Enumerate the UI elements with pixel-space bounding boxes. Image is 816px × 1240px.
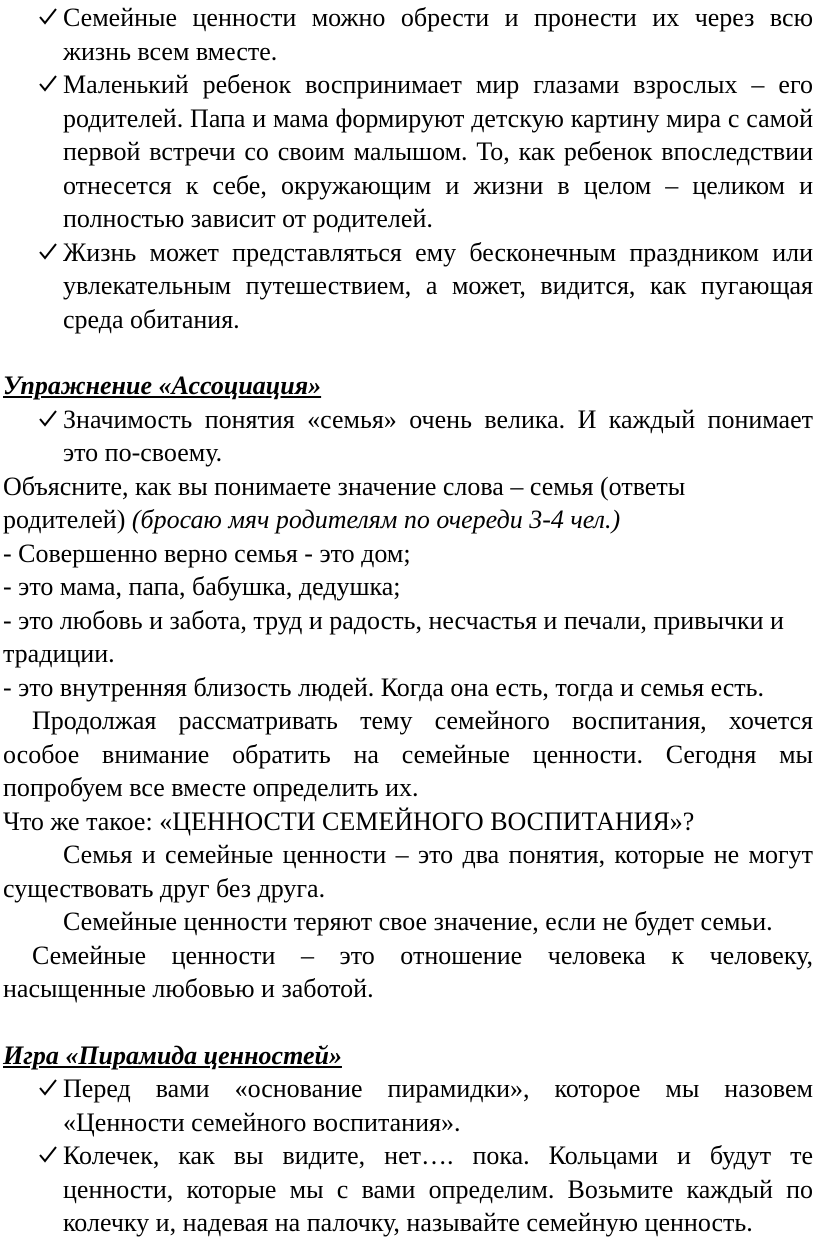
list-item-text: Колечек, как вы видите, нет…. пока. Кольцами и будут те ценности, которые мы с вами определим. Возьмите каждый по колечку и, надевая на палочку, называйте семейную ценность. <box>63 1141 813 1237</box>
answer-line: - это мама, папа, бабушка, дедушка; <box>3 572 401 601</box>
question-text: Объясните, как вы понимаете значение слова – семья (ответы родителей) <box>3 471 686 534</box>
checkmark-icon <box>39 242 57 260</box>
list-item <box>3 1139 813 1240</box>
question-note: (бросаю мяч родителям по очереди 3-4 чел.) <box>131 505 621 534</box>
list-item <box>3 68 813 236</box>
list-item-text: Жизнь может представляться ему бесконечным праздником или увлекательным путешествием, а может, видится, как пугающая среда обитания. <box>63 237 813 334</box>
list-item <box>3 403 813 470</box>
spacer <box>3 336 813 369</box>
checkmark-icon <box>39 1078 57 1096</box>
document-page <box>3 1 813 1240</box>
paragraph: Продолжая рассматривать тему семейного воспитания, хочется особое внимание обратить на семейные ценности. Сегодня мы попробуем все вместе определить их. <box>3 706 813 802</box>
answer-line: - Совершенно верно семья - это дом; <box>3 538 411 568</box>
paragraph: Семейные ценности – это отношение человека к человеку, насыщенные любовью и заботой. <box>3 940 813 1003</box>
answer-line: - это внутренняя близость людей. Когда она есть, тогда и семья есть. <box>3 672 765 702</box>
checkmark-icon <box>39 74 57 92</box>
exercise-heading: Упражнение «Ассоциация» <box>3 371 322 400</box>
list-item-text: Значимость понятия «семья» очень велика. И каждый понимает это по-своему. <box>63 404 813 467</box>
checkmark-icon <box>39 1145 57 1163</box>
spacer <box>3 1006 813 1039</box>
game-heading: Игра «Пирамида ценностей» <box>3 1040 342 1070</box>
list-item-text: Маленький ребенок воспринимает мир глазами взрослых – его родителей. Папа и мама формируют детскую картину мира с самой первой встречи со своим малышом. То, как ребенок впоследствии отнесется к себе, окружающим и жизни в целом – целиком и полностью зависит от родителей. <box>63 70 813 233</box>
list-item-text: Семейные ценности можно обрести и пронести их через всю жизнь всем вместе. <box>63 3 813 66</box>
list-item <box>3 1072 813 1139</box>
paragraph: Семья и семейные ценности – это два понятия, которые не могут существовать друг без друга. <box>3 840 813 903</box>
paragraph: Семейные ценности теряют свое значение, если не будет семьи. <box>63 907 773 936</box>
checkmark-icon <box>39 7 57 25</box>
list-item-text: Перед вами «основание пирамидки», которое мы назовем «Ценности семейного воспитания». <box>63 1074 813 1137</box>
list-item <box>3 236 813 337</box>
paragraph-question: Что же такое: «ЦЕННОСТИ СЕМЕЙНОГО ВОСПИТАНИЯ»? <box>3 806 695 836</box>
exercise-question <box>3 470 813 537</box>
answer-line: - это любовь и забота, труд и радость, несчастья и печали, привычки и традиции. <box>3 605 784 668</box>
checkmark-icon <box>39 409 57 427</box>
list-item <box>3 1 813 68</box>
